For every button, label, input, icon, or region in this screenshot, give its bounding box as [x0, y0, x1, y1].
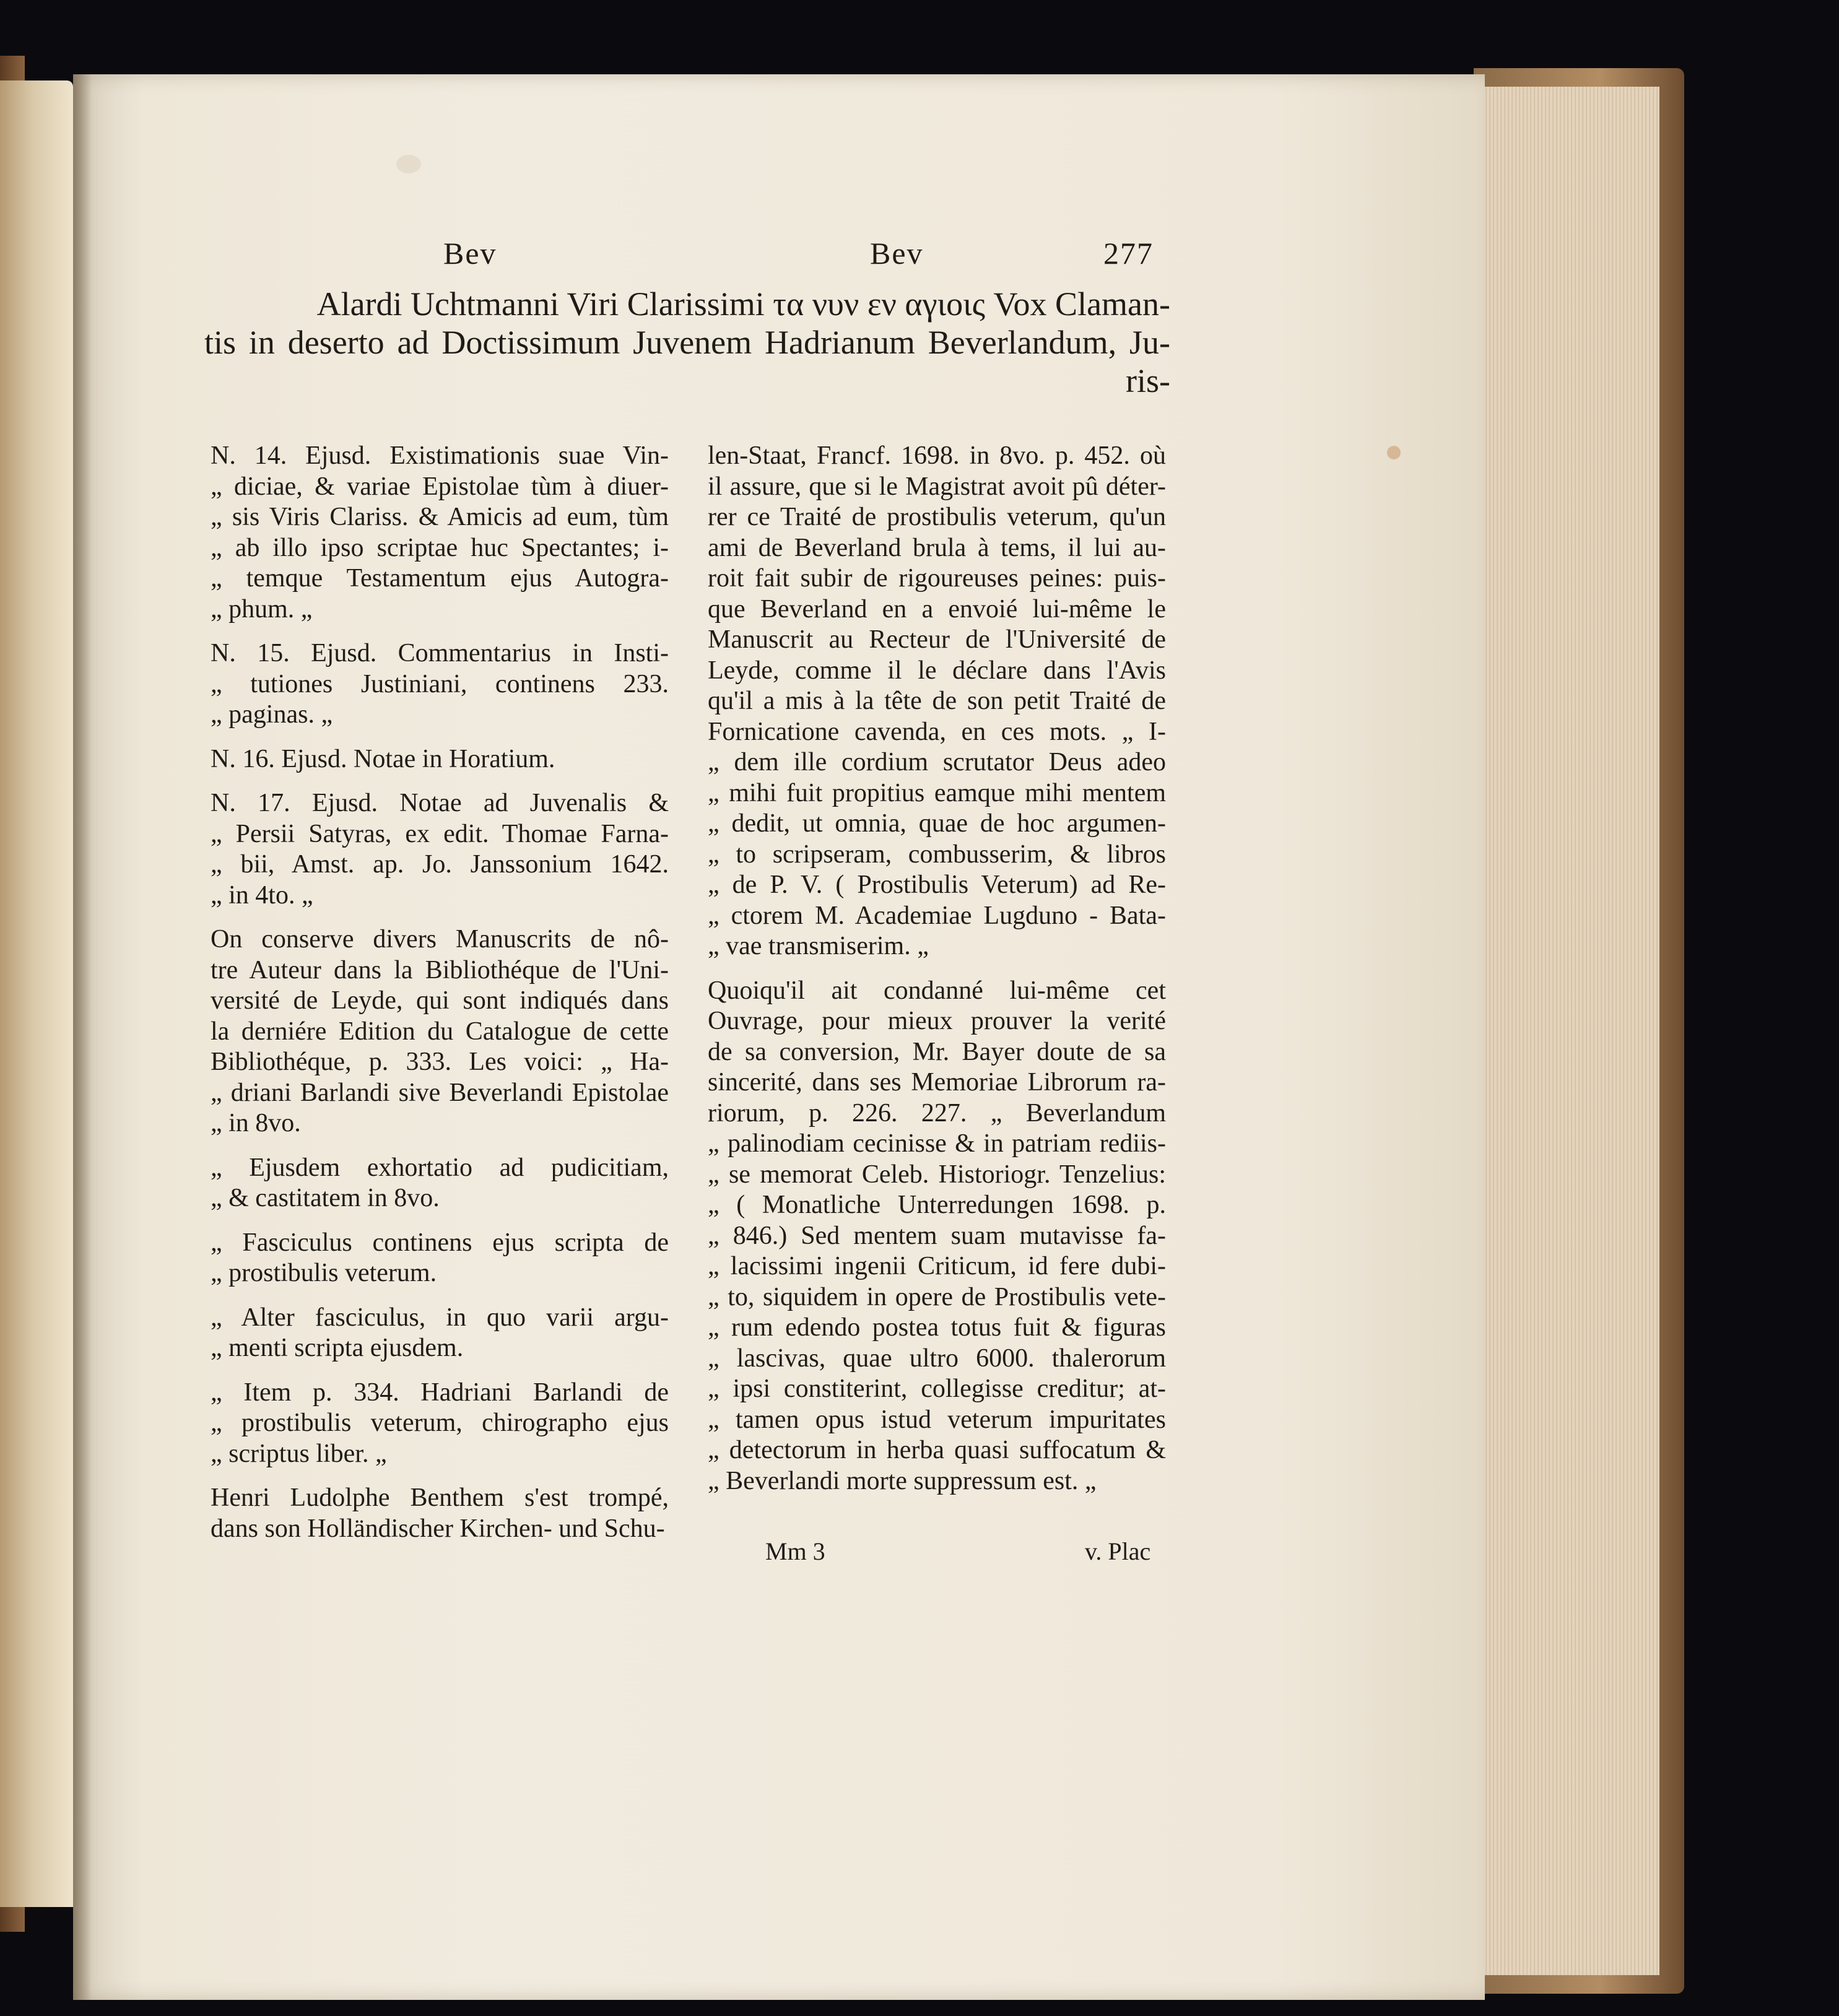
text-line: Manuscrit au Recteur de l'Université de: [708, 625, 1166, 654]
text-line: len-Staat, Francf. 1698. in 8vo. p. 452. où: [708, 441, 1166, 470]
paragraph-gap: [211, 1289, 669, 1303]
text-line: Ouvrage, pour mieux prouver la verité: [708, 1007, 1166, 1035]
text-line: „ phum. „: [211, 594, 313, 623]
text-line: Fornicatione cavenda, en ces mots. „ I-: [708, 717, 1166, 746]
text-line: „ 846.) Sed mentem suam mutavisse fa-: [708, 1221, 1166, 1250]
running-head-center: Bev: [870, 236, 924, 271]
text-line: il assure, que si le Magistrat avoit pû déter-: [708, 472, 1166, 501]
text-line: „ palinodiam cecinisse & in patriam rediis-: [708, 1129, 1166, 1158]
paper-stain: [1387, 446, 1401, 459]
text-line: N. 16. Ejusd. Notae in Horatium.: [211, 744, 555, 773]
text-line: roit fait subir de rigoureuses peines: puis-: [708, 564, 1166, 593]
text-line: la derniére Edition du Catalogue de cette: [211, 1017, 669, 1046]
text-line: „ bii, Amst. ap. Jo. Janssonium 1642.: [211, 850, 669, 879]
text-line: „ vae transmiserim. „: [708, 932, 929, 960]
text-line: versité de Leyde, qui sont indiqués dans: [211, 986, 669, 1015]
text-line: „ tamen opus istud veterum impuritates: [708, 1405, 1166, 1434]
paper-stain: [396, 155, 421, 173]
text-line: On conserve divers Manuscrits de nô-: [211, 925, 669, 954]
right-text-column: [708, 441, 1166, 1497]
paragraph-gap: [211, 1364, 669, 1378]
text-line: „ & castitatem in 8vo.: [211, 1184, 440, 1212]
text-line: „ to, siquidem in opere de Prostibulis vete-: [708, 1282, 1166, 1311]
text-line: „ dedit, ut omnia, quae de hoc argumen-: [708, 809, 1166, 838]
paragraph-gap: [211, 775, 669, 788]
text-line: „ diciae, & variae Epistolae tùm à diuer-: [211, 472, 669, 501]
paragraph-gap: [211, 731, 669, 744]
text-line: „ rum edendo postea totus fuit & figuras: [708, 1313, 1166, 1342]
text-line: N. 17. Ejusd. Notae ad Juvenalis &: [211, 789, 669, 817]
title-line-1: Alardi Uchtmanni Viri Clarissimi τα νυν εν αγιοις Vox Claman-: [316, 285, 1170, 323]
text-line: „ tutiones Justiniani, continens 233.: [211, 669, 669, 698]
text-line: „ temque Testamentum ejus Autogra-: [211, 564, 669, 593]
paragraph-gap: [211, 1139, 669, 1153]
text-line: „ prostibulis veterum.: [211, 1259, 437, 1287]
text-line: N. 14. Ejusd. Existimationis suae Vin-: [211, 441, 669, 470]
text-line: „ se memorat Celeb. Historiogr. Tenzelius:: [708, 1160, 1166, 1189]
paragraph-gap: [211, 911, 669, 924]
signature-mark: Mm 3: [765, 1537, 825, 1565]
left-page-edge: [0, 80, 73, 1907]
text-line: Henri Ludolphe Benthem s'est trompé,: [211, 1484, 669, 1512]
text-line: „ lascivas, quae ultro 6000. thalerorum: [708, 1344, 1166, 1373]
text-line: „ Alter fasciculus, in quo varii argu-: [211, 1303, 669, 1332]
text-line: tre Auteur dans la Bibliothéque de l'Uni-: [211, 955, 669, 984]
text-line: „ Item p. 334. Hadriani Barlandi de: [211, 1378, 669, 1407]
text-line: „ lacissimi ingenii Criticum, id fere dubi-: [708, 1252, 1166, 1280]
text-line: „ dem ille cordium scrutator Deus adeo: [708, 748, 1166, 776]
page-block-edges: [1480, 87, 1659, 1975]
text-line: „ menti scripta ejusdem.: [211, 1334, 464, 1362]
catchword: v. Plac: [1085, 1537, 1151, 1565]
text-line: „ ab illo ipso scriptae huc Spectantes; i-: [211, 533, 669, 562]
text-line: „ mihi fuit propitius eamque mihi mentem: [708, 778, 1166, 807]
text-line: Quoiqu'il ait condanné lui-même cet: [708, 976, 1166, 1005]
text-line: sincerité, dans ses Memoriae Librorum ra-: [708, 1068, 1166, 1097]
text-line: Bibliothéque, p. 333. Les voici: „ Ha-: [211, 1048, 669, 1076]
entry-title: [204, 285, 1170, 400]
text-line: „ Fasciculus continens ejus scripta de: [211, 1228, 669, 1257]
text-line: riorum, p. 226. 227. „ Beverlandum: [708, 1098, 1166, 1127]
text-line: „ scriptus liber. „: [211, 1439, 387, 1468]
text-line: „ Beverlandi morte suppressum est. „: [708, 1466, 1097, 1495]
text-line: „ ctorem M. Academiae Lugduno - Bata-: [708, 901, 1166, 930]
text-line: „ driani Barlandi sive Beverlandi Epistolae: [211, 1078, 669, 1107]
text-line: „ Ejusdem exhortatio ad pudicitiam,: [211, 1153, 669, 1182]
left-text-column: [211, 441, 669, 1544]
text-line: N. 15. Ejusd. Commentarius in Insti-: [211, 639, 669, 667]
running-head-left: Bev: [443, 236, 497, 271]
text-line: ami de Beverland brula à tems, il lui au-: [708, 533, 1166, 562]
paragraph-gap: [211, 1469, 669, 1483]
text-line: „ sis Viris Clariss. & Amicis ad eum, tùm: [211, 503, 669, 531]
text-line: Leyde, comme il le déclare dans l'Avis: [708, 656, 1166, 685]
page-number: 277: [1103, 236, 1154, 271]
title-line-3: ris-: [1126, 362, 1170, 399]
text-line: „ Persii Satyras, ex edit. Thomae Farna-: [211, 819, 669, 848]
text-line: „ ( Monatliche Unterredungen 1698. p.: [708, 1191, 1166, 1219]
text-line: „ in 8vo.: [211, 1109, 301, 1137]
text-line: „ in 4to. „: [211, 880, 313, 910]
text-line: „ de P. V. ( Prostibulis Veterum) ad Re-: [708, 871, 1166, 899]
text-line: „ prostibulis veterum, chirographo ejus: [211, 1409, 669, 1437]
page-gutter: [73, 74, 92, 2000]
text-line: „ to scripseram, combusserim, & libros: [708, 840, 1166, 869]
text-line: de sa conversion, Mr. Bayer doute de sa: [708, 1037, 1166, 1066]
paragraph-gap: [211, 625, 669, 638]
paragraph-gap: [211, 1214, 669, 1228]
text-line: dans son Holländischer Kirchen- und Schu-: [211, 1514, 665, 1543]
text-line: que Beverland en a envoié lui-même le: [708, 594, 1166, 623]
paragraph-gap: [708, 962, 1166, 976]
text-line: „ ipsi constiterint, collegisse creditur; at-: [708, 1375, 1166, 1403]
text-line: rer ce Traité de prostibulis veterum, qu'un: [708, 503, 1166, 531]
text-line: „ detectorum in herba quasi suffocatum &: [708, 1436, 1166, 1464]
title-line-2: tis in deserto ad Doctissimum Juvenem Hadrianum Beverlandum, Ju-: [204, 324, 1170, 361]
text-line: qu'il a mis à la tête de son petit Traité de: [708, 687, 1166, 715]
text-line: „ paginas. „: [211, 700, 333, 729]
